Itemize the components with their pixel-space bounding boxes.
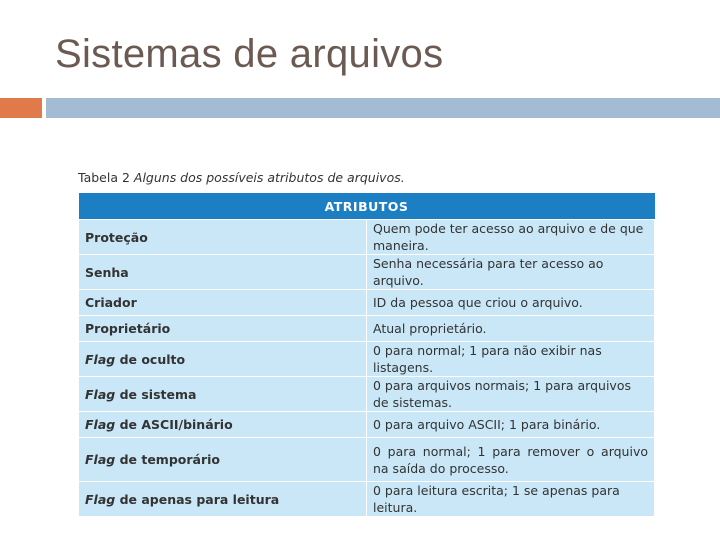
flag-word: Flag: [85, 417, 116, 432]
table-row: [79, 342, 655, 377]
table-caption: [78, 170, 405, 185]
table-header-row: [79, 193, 655, 220]
attribute-cell: [79, 255, 367, 290]
flag-word: Flag: [85, 491, 116, 507]
caption-text: Alguns dos possíveis atributos de arquivos.: [133, 170, 405, 185]
attribute-cell: [79, 377, 367, 412]
attribute-name: de oculto: [115, 351, 186, 367]
table-row: [79, 316, 655, 342]
description-cell: 0 para arquivos normais; 1 para arquivos de sistemas.: [367, 377, 655, 412]
attribute-name: de sistema: [115, 386, 197, 402]
table-row: [79, 377, 655, 412]
flag-word: Flag: [85, 452, 116, 467]
description-cell: 0 para leitura escrita; 1 se apenas para leitura.: [367, 482, 655, 517]
description-cell: 0 para normal; 1 para remover o arquivo na saída do processo.: [367, 438, 655, 482]
caption-prefix: Tabela 2: [78, 170, 134, 185]
table-row: [79, 290, 655, 316]
attribute-name: Proteção: [85, 229, 148, 245]
attribute-name: Criador: [85, 295, 137, 310]
table-header: ATRIBUTOS: [79, 193, 655, 220]
attribute-name: Proprietário: [85, 321, 171, 336]
attribute-cell: [79, 412, 367, 438]
table-row: [79, 438, 655, 482]
table-row: [79, 220, 655, 255]
table-row: [79, 482, 655, 517]
description-cell: 0 para arquivo ASCII; 1 para binário.: [367, 412, 655, 438]
description-cell: 0 para normal; 1 para não exibir nas listagens.: [367, 342, 655, 377]
flag-word: Flag: [85, 386, 116, 402]
attribute-cell: [79, 342, 367, 377]
attribute-name: de ASCII/binário: [115, 417, 233, 432]
attribute-cell: [79, 316, 367, 342]
table-row: [79, 255, 655, 290]
description-cell: Quem pode ter acesso ao arquivo e de que maneira.: [367, 220, 655, 255]
description-cell: ID da pessoa que criou o arquivo.: [367, 290, 655, 316]
attribute-cell: [79, 220, 367, 255]
description-cell: Senha necessária para ter acesso ao arquivo.: [367, 255, 655, 290]
attribute-name: de temporário: [115, 452, 220, 467]
attribute-cell: [79, 438, 367, 482]
accent-bar-blue: [46, 98, 720, 118]
attribute-cell: [79, 290, 367, 316]
attributes-table: [78, 193, 655, 517]
attribute-name: de apenas para leitura: [115, 491, 280, 507]
accent-bar-orange: [0, 98, 42, 118]
description-cell: Atual proprietário.: [367, 316, 655, 342]
flag-word: Flag: [85, 351, 116, 367]
slide-title: Sistemas de arquivos: [55, 32, 444, 76]
attribute-cell: [79, 482, 367, 517]
attribute-name: Senha: [85, 264, 129, 280]
table-row: [79, 412, 655, 438]
